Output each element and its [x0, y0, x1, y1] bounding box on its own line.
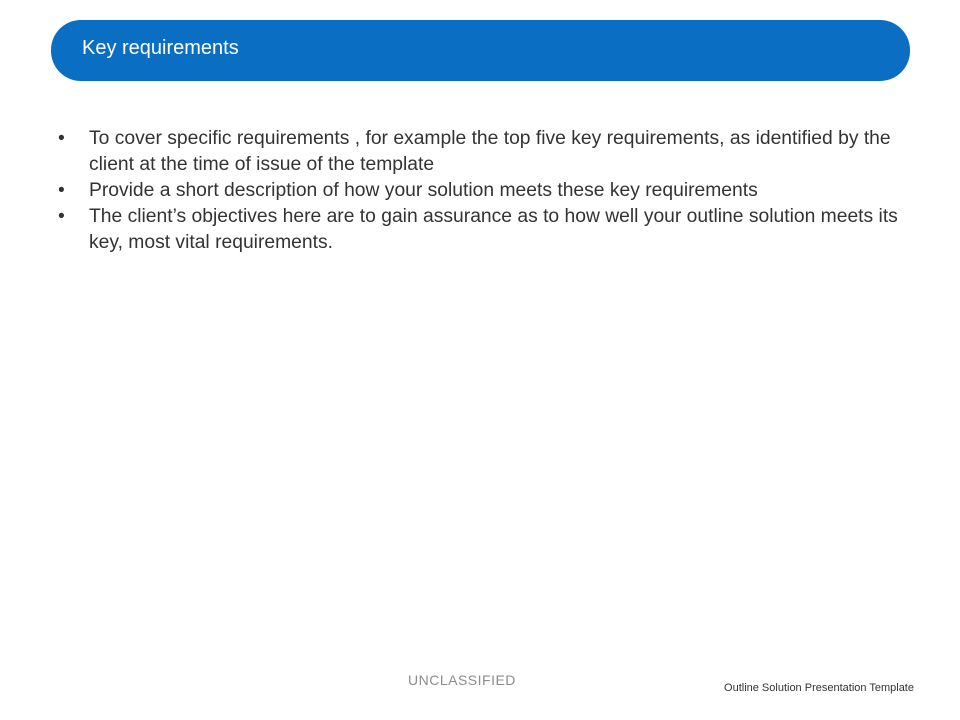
slide-title: Key requirements [82, 36, 239, 59]
title-bar [51, 20, 910, 81]
classification-label: UNCLASSIFIED [408, 672, 516, 688]
bullet-list [58, 126, 928, 256]
document-name: Outline Solution Presentation Template [724, 682, 914, 694]
bullet-text: Provide a short description of how your solution meets these key requirements [89, 180, 758, 201]
bullet-marker: • [58, 180, 65, 201]
bullet-item [58, 178, 928, 204]
bullet-marker: • [58, 206, 65, 227]
bullet-item [58, 204, 928, 256]
bullet-item [58, 126, 928, 178]
bullet-marker: • [58, 128, 65, 149]
bullet-text: The client’s objectives here are to gain assurance as to how well your outline solution meets its key, most vital requirements. [89, 206, 898, 253]
bullet-text: To cover specific requirements , for example the top five key requirements, as identified by the client at the time of issue of the template [89, 128, 891, 175]
